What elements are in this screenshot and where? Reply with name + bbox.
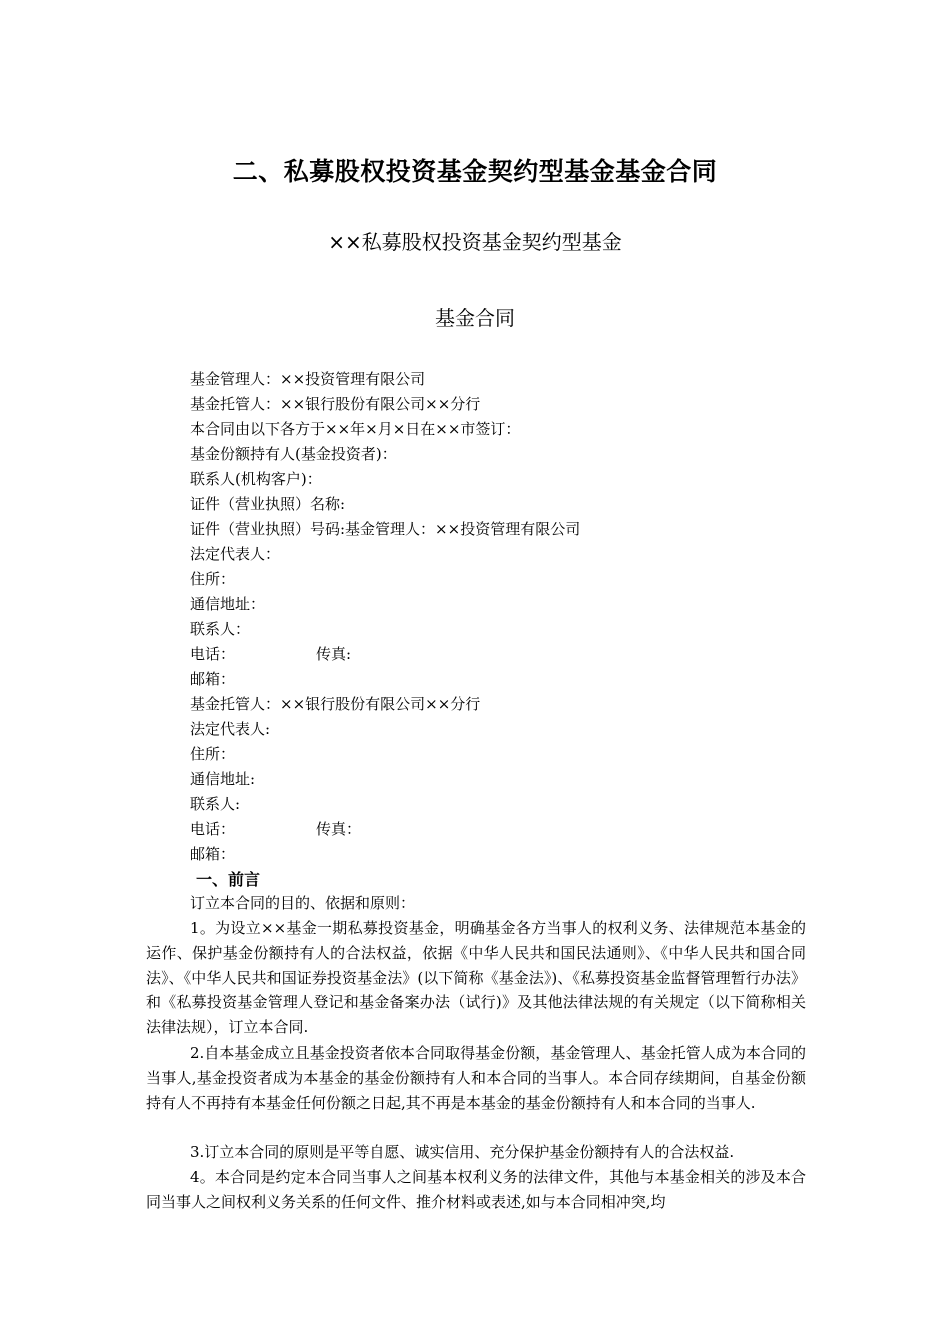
phone-label: 电话： [190, 645, 236, 663]
party-line-phone-fax [190, 819, 361, 839]
party-line: 本合同由以下各方于××年×月×日在××市签订： [190, 420, 521, 438]
party-line: 基金托管人：××银行股份有限公司××分行 [190, 695, 481, 713]
party-line: 基金份额持有人(基金投资者)： [190, 445, 397, 463]
party-line: 联系人: [190, 795, 241, 813]
contract-title: 基金合同 [435, 306, 515, 330]
party-line: 通信地址： [190, 595, 266, 613]
fund-name-title: ××私募股权投资基金契约型基金 [328, 230, 622, 254]
party-line: 基金管理人：××投资管理有限公司 [190, 370, 426, 388]
party-line: 证件（营业执照）号码:基金管理人：××投资管理有限公司 [190, 520, 581, 538]
party-line-phone-fax [190, 644, 351, 664]
party-line: 住所： [190, 745, 236, 763]
party-line: 法定代表人: [190, 720, 271, 738]
fax-label: 传真: [316, 645, 352, 663]
party-line: 通信地址: [190, 770, 256, 788]
preface-paragraph-3: 3.订立本合同的原则是平等自愿、诚实信用、充分保护基金份额持有人的合法权益. [190, 1143, 735, 1161]
party-line: 邮箱： [190, 845, 236, 863]
party-line: 法定代表人： [190, 545, 281, 563]
party-line: 邮箱： [190, 670, 236, 688]
preface-paragraph-4: 4。本合同是约定本合同当事人之间基本权利义务的法律文件，其他与本基金相关的涉及本合同当事人之间权利义务关系的任何文件、推介材料或表述,如与本合同相冲突,均 [146, 1168, 806, 1211]
preface-intro: 订立本合同的目的、依据和原则： [190, 894, 416, 912]
party-line: 联系人(机构客户)： [190, 470, 322, 488]
party-line: 基金托管人：××银行股份有限公司××分行 [190, 395, 481, 413]
phone-label: 电话： [190, 820, 236, 838]
party-line: 证件（营业执照）名称: [190, 495, 346, 513]
document-main-title: 二、私募股权投资基金契约型基金基金合同 [232, 157, 718, 186]
party-line: 住所： [190, 570, 236, 588]
party-line: 联系人： [190, 620, 251, 638]
preface-paragraph-2: 2.自本基金成立且基金投资者依本合同取得基金份额，基金管理人、基金托管人成为本合同的当事人,基金投资者成为本基金的基金份额持有人和本合同的当事人。本合同存续期间，自基金份额持有人不再持有本基金任何份额之日起,其不再是本基金的基金份额持有人和本合同的当事人. [146, 1044, 806, 1112]
fax-label: 传真： [316, 820, 362, 838]
preface-paragraph-1: 1。为设立××基金一期私募投资基金，明确基金各方当事人的权利义务、法律规范本基金的运作、保护基金份额持有人的合法权益，依据《中华人民共和国民法通则》、《中华人民共和国合同法》、《中华人民共和国证券投资基金法》(以下简称《基金法》)、《私募投资基金监督管理暂行办法》和《私募投资基金管理人登记和基金备案办法（试行)》及其他法律法规的有关规定（以下简称相关法律法规），订立本合同. [146, 919, 806, 1037]
section-heading-preface: 一、前言 [196, 870, 261, 889]
